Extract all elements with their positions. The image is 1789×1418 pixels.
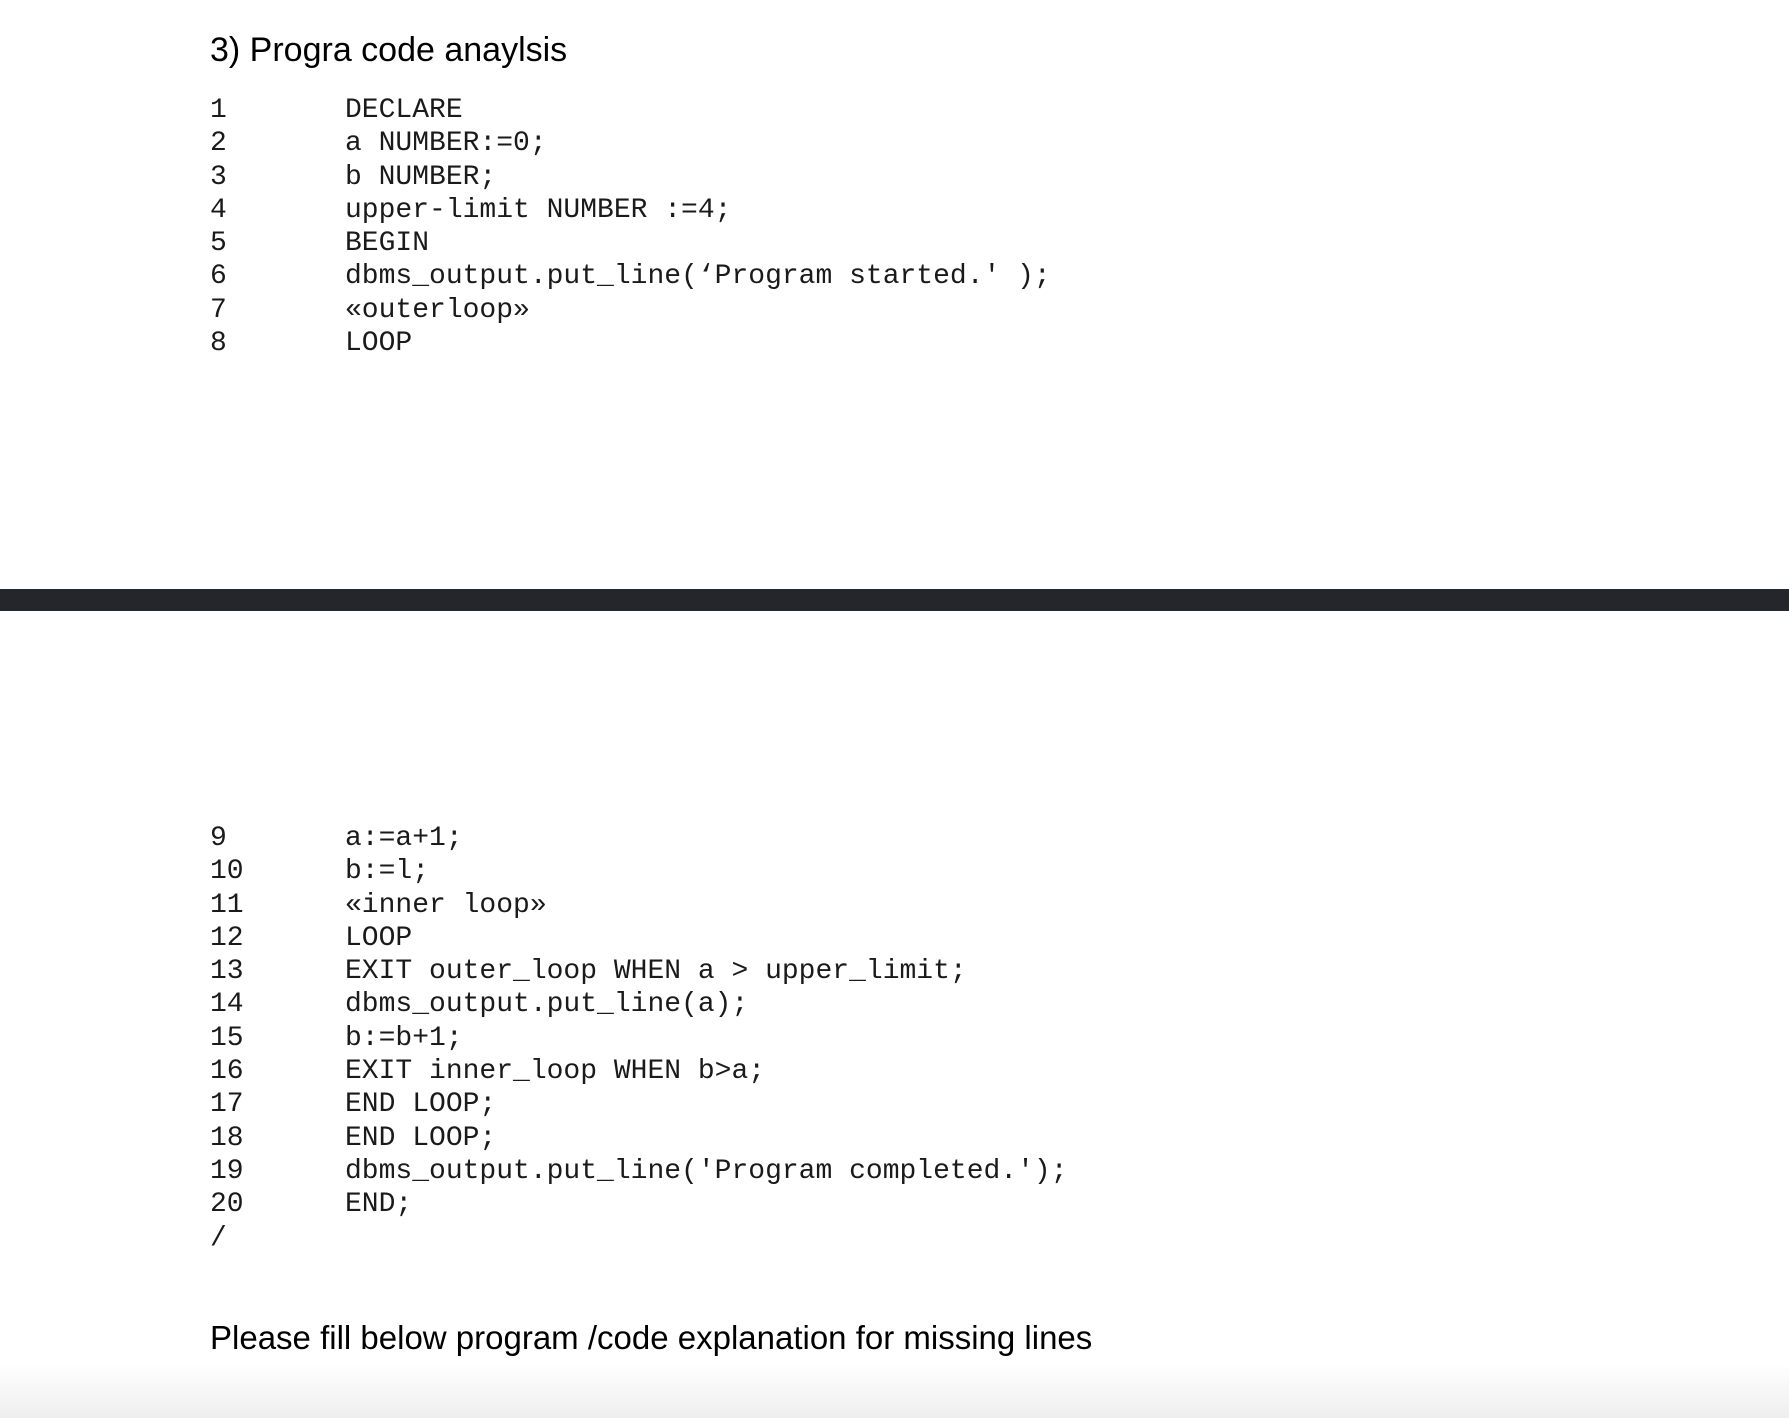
code-line [210, 1088, 1068, 1121]
code-line [210, 1022, 1068, 1055]
code-line [210, 294, 1051, 327]
code-text: dbms_output.put_line('Program completed.'); [345, 1155, 1068, 1187]
code-text: b NUMBER; [345, 161, 497, 193]
line-number: 6 [210, 261, 227, 293]
code-text: b:=l; [345, 856, 430, 888]
line-number: 13 [210, 956, 244, 988]
line-number: 5 [210, 228, 227, 260]
code-line [210, 1188, 1068, 1221]
code-line [210, 922, 1068, 955]
line-number: 8 [210, 328, 227, 360]
code-line [210, 988, 1068, 1021]
code-line [210, 855, 1068, 888]
code-text: a NUMBER:=0; [345, 128, 547, 160]
page-separator [0, 589, 1789, 611]
code-block-top [210, 94, 1051, 360]
code-line [210, 1155, 1068, 1188]
code-line [210, 327, 1051, 360]
code-line [210, 227, 1051, 260]
code-line [210, 94, 1051, 127]
line-number: 7 [210, 294, 227, 326]
code-text: LOOP [345, 328, 413, 360]
code-line [210, 955, 1068, 988]
line-number: 16 [210, 1056, 244, 1088]
page-title: 3) Progra code anaylsis [210, 31, 568, 69]
line-number: 11 [210, 889, 244, 921]
code-text: END LOOP; [345, 1122, 497, 1154]
code-text: DECLARE [345, 95, 463, 126]
code-line [210, 260, 1051, 293]
code-text: BEGIN [345, 228, 430, 260]
code-block-bottom [210, 822, 1068, 1255]
line-number: 19 [210, 1155, 244, 1187]
line-number: 1 [210, 95, 227, 126]
line-number: 4 [210, 194, 227, 226]
code-line [210, 1122, 1068, 1155]
line-number: 9 [210, 823, 227, 854]
line-number: 20 [210, 1189, 244, 1221]
line-number: 2 [210, 128, 227, 160]
code-text: «inner loop» [345, 889, 547, 921]
code-line [210, 1055, 1068, 1088]
instruction-text: Please fill below program /code explanation for missing lines [210, 1319, 1093, 1356]
code-text: EXIT inner_loop WHEN b>a; [345, 1056, 766, 1088]
code-text [345, 1222, 1068, 1255]
code-text: dbms_output.put_line(a); [345, 989, 749, 1021]
line-number: 12 [210, 922, 244, 954]
line-number: 3 [210, 161, 227, 193]
code-text: END LOOP; [345, 1089, 497, 1121]
line-number: 18 [210, 1122, 244, 1154]
code-line [210, 161, 1051, 194]
code-line [210, 1222, 1068, 1255]
code-line [210, 889, 1068, 922]
code-text: END; [345, 1189, 413, 1221]
code-text: a:=a+1; [345, 823, 463, 854]
code-line [210, 194, 1051, 227]
line-number: 10 [210, 856, 244, 888]
code-text: LOOP [345, 922, 413, 954]
line-number: 17 [210, 1089, 244, 1121]
bottom-edge-shade [0, 1364, 1789, 1418]
line-number: 14 [210, 989, 244, 1021]
code-line [210, 822, 1068, 855]
code-text: upper-limit NUMBER :=4; [345, 194, 732, 226]
code-text: dbms_output.put_line(‘Program started.' ); [345, 261, 1051, 293]
code-text: «outerloop» [345, 294, 530, 326]
code-text: b:=b+1; [345, 1022, 463, 1054]
line-number: 15 [210, 1022, 244, 1054]
block-terminator: / [210, 1222, 227, 1254]
code-line [210, 127, 1051, 160]
code-text: EXIT outer_loop WHEN a > upper_limit; [345, 956, 967, 988]
